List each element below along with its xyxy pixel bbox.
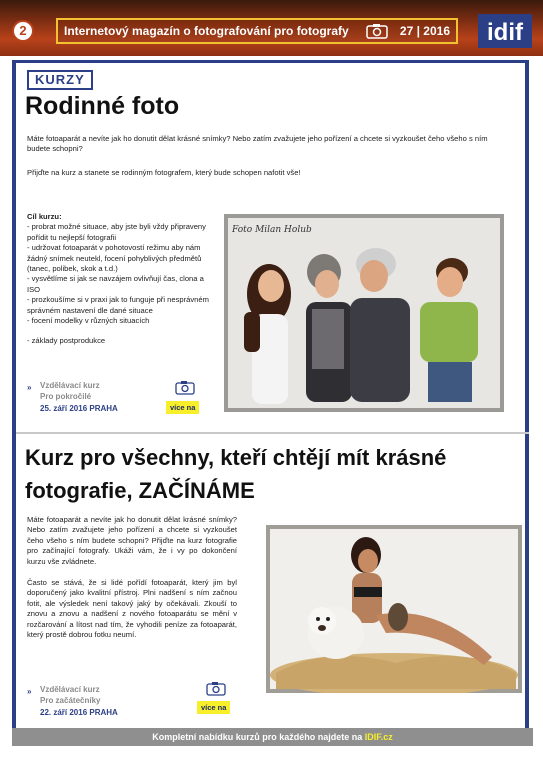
issue-number: 27 | 2016 (399, 24, 450, 38)
site-link[interactable]: IDIF.cz (364, 732, 393, 742)
arrow-icon: » (27, 687, 32, 696)
goal-item: - základy postprodukce (27, 336, 106, 346)
course-date: 22. září 2016 PRAHA (40, 708, 118, 717)
section-divider (16, 432, 529, 434)
article-paragraph: Máte fotoaparát a nevíte jak ho donutit dělat krásné snímky? Nebo zatím zvažujete jeho pořízení a chcete si vyzkoušet čeho všeho s ním budete schopni? Přijďte na kurz fotografie pro začínající fotografy. Ukáži vám, že i vy po dokončení kurzu vše zvládnete. (27, 515, 237, 566)
article-title: Rodinné foto (25, 92, 180, 120)
article-title-2: Kurz pro všechny, kteří chtějí mít krásné fotografie, ZAČÍNÁME (25, 445, 447, 503)
article-paragraph-2: Často se stává, že si lidé pořídí fotoaparát, který jim byl doporučený jako kvalitní přístroj. Plni nadšení s ním začnou fotit, ale výsledek není takový jaký by očekávali. Zkouší to znovu a znovu a nadšení z nového fotoaparátu se mění v rozčarování a lítost nad tím, že vyhodili peníze za fotoaparát, který prostě dobrou fotku neumí. (27, 578, 237, 640)
course-type: Vzdělávací kurz (40, 685, 100, 694)
more-info-button[interactable]: více na (166, 401, 199, 414)
model-with-dog-photo (266, 525, 522, 693)
goal-item: - focení modelky v různých situacích (27, 316, 150, 326)
footer-text: Kompletní nabídku kurzů pro každého najdete na (152, 732, 363, 742)
idif-logo[interactable] (478, 14, 532, 48)
course-date: 25. září 2016 PRAHA (40, 404, 118, 413)
page-footer (12, 728, 533, 746)
goals-heading: Cíl kurzu: (27, 212, 62, 221)
intro-paragraph-2: Přijďte na kurz a stanete se rodinným fotografem, který bude schopen nafotit vše! (27, 168, 301, 177)
intro-paragraph: Máte fotoaparát a nevíte jak ho donutit dělat krásné snímky? Nebo zatím zvažujete jeho pořízení a chcete si vyzkoušet čeho všeho s ním budete schopni? (27, 134, 488, 154)
goal-item: - vysvětlíme si jak se navzájem ovlivňují čas, clona a ISO (27, 274, 204, 294)
svg-text:idif: idif (487, 19, 523, 46)
camera-icon (366, 23, 388, 39)
page-header (0, 0, 543, 56)
photo-signature: Foto Milan Holub (232, 225, 312, 235)
magazine-title: Internetový magazín o fotografování pro fotografy (64, 24, 349, 38)
goal-item (27, 326, 217, 336)
course-level: Pro začátečníky (40, 696, 101, 705)
goal-item: - udržovat fotoaparát v pohotovostí režimu aby nám žádný snímek neutekl, focení pohyblivých předmětů (tanec, polibek, skok a t.d.) (27, 243, 202, 274)
more-info-button[interactable]: více na (197, 701, 230, 714)
camera-icon (206, 681, 226, 696)
header-title-bar (56, 18, 458, 44)
course-level: Pro pokročilé (40, 392, 92, 401)
page-number: 2 (12, 20, 34, 42)
section-kicker: KURZY (27, 70, 93, 90)
camera-icon (175, 380, 195, 395)
course-goals (27, 212, 217, 347)
goal-item: - prozkoušíme si v praxi jak to funguje při nesprávném správném nastavení dle dané situace (27, 295, 209, 315)
family-photo (224, 214, 504, 412)
arrow-icon: » (27, 383, 32, 392)
goal-item: - probrat možné situace, aby jste byli vždy připraveny pořídit tu nejlepší fotografii (27, 222, 206, 242)
course-type: Vzdělávací kurz (40, 381, 100, 390)
